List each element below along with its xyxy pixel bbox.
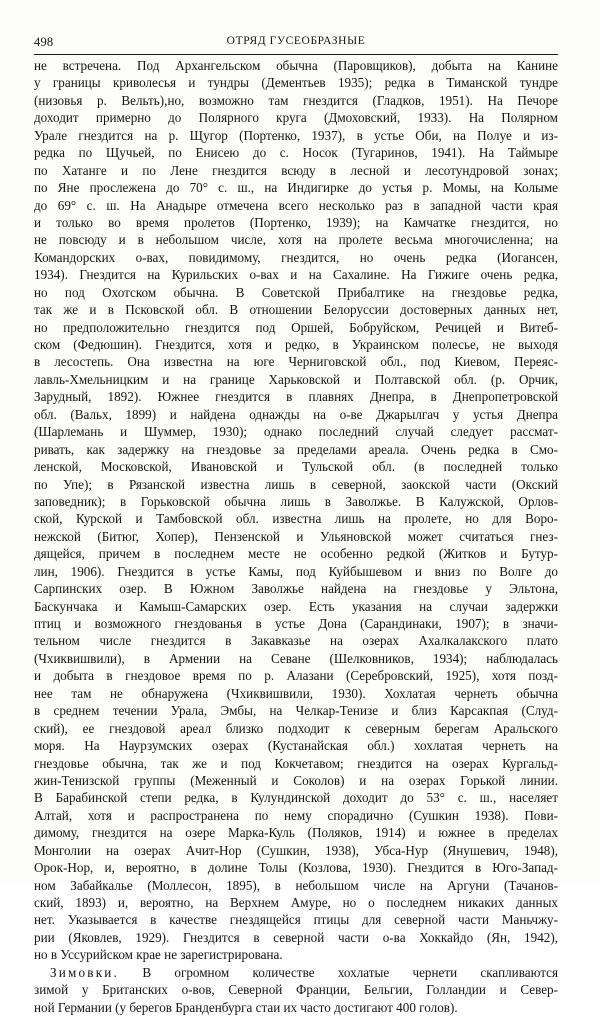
page-number: 498 — [34, 35, 54, 49]
text-line: по Хатанге и по Лене гнездится всюду в лесной и лесотундровой зонах; — [34, 162, 558, 178]
text-line: зимой у Британских о-вов, Северной Франции, Бельгии, Голландии и Север- — [34, 982, 558, 998]
text-line: лавль-Хмельницким и на границе Харьковской и Полтавской обл. (р. Орчик, — [34, 371, 558, 387]
text-line: редка по Щучьей, по Енисею до с. Носок (Тугаринов, 1941). На Таймыре — [34, 145, 558, 161]
text-line: и добыта в гнездовое время по р. Алазани (Серебровский, 1925), хотя позд- — [34, 668, 558, 684]
text-line: не встречена. Под Архангельском обычна (Паровщиков), добыта на Канине — [34, 58, 558, 73]
text-line: обл. (Вальх, 1899) и найдена однажды на о-ве Джарылгач у устья Днепра — [34, 406, 558, 422]
text-line: ский), ее гнездовой ареал близко подходит к северным берегам Аральского — [34, 720, 558, 736]
text-line: дящейся, причем в последнем месте не особенно редкой (Житков и Бутур- — [34, 546, 558, 562]
paragraph-range — [34, 57, 558, 964]
text-line: но в Уссурийском крае не зарегистрирована. — [34, 947, 283, 963]
text-line: но предположительно гнездится под Оршей, Бобруйском, Речицей и Витеб- — [34, 319, 558, 335]
text-line: Урале гнездится на р. Щугор (Портенко, 1937), в устье Оби, на Полуе и из- — [34, 127, 558, 143]
paragraph-wintering — [34, 964, 558, 1016]
text-line: у границы криволесья и тундры (Дементьев 1935); редка в Тиманской тундре — [34, 75, 558, 91]
text-line: гнездовье обычна, так же и под Кокчетавом; гнездится на озерах Кургальд- — [34, 755, 558, 771]
header-divider — [34, 54, 558, 55]
text-line: нет. Указывается в качестве гнездящейся птицы для северной части Маньчжу- — [34, 912, 558, 928]
text-line: заповедник); в Горьковской обычна лишь в Заволжье. В Калужской, Орлов- — [34, 493, 558, 509]
text-line: ленской, Московской, Ивановской и Тульской обл. (в последней только — [34, 459, 558, 475]
section-heading: Зимовки. — [50, 964, 120, 980]
text-line: ском (Федюшин). Гнездится, хотя и редко, в Украинском полесье, не выходя — [34, 337, 558, 352]
text-line: моря. На Наурзумских озерах (Кустанайская обл.) хохлатая чернеть на — [34, 738, 558, 754]
text-line: Орок-Нор, и, вероятно, в долине Толы (Козлова, 1930). Гнездится в Юго-Запад- — [34, 860, 558, 876]
text-line: жин-Тенизской группы (Меженный и Соколов) и на озерах Горькой линии. — [34, 772, 558, 788]
text-line: нежской (Битюг, Хопер), Пензенской и Ульяновской может считаться гнез- — [34, 528, 558, 544]
text-line: Зарудный, 1892). Южнее гнездится в плавнях Днепра, в Днепропетровской — [34, 389, 558, 405]
running-title: ОТРЯД ГУСЕОБРАЗНЫЕ — [226, 35, 366, 47]
text-line: ном Забайкалье (Моллесон, 1895), в небольшом числе на Аргуни (Тачанов- — [34, 877, 558, 893]
text-line: (Шарлемань и Шуммер, 1930); однако последний случай следует рассмат- — [34, 424, 558, 440]
text-line: в среднем течении Урала, Эмбы, на Челкар-Тенизе и близ Карсакпая (Слуд- — [34, 703, 558, 719]
text-line: ной Германии (у берегов Бранденбурга стаи их часто достигают 400 голов). — [34, 999, 458, 1015]
text-line: птиц и возможного гнездованья в устье Дона (Сарандинаки, 1907); в значи- — [34, 616, 558, 631]
text-line — [34, 964, 558, 981]
text-line: рии (Яковлев, 1929). Гнездится в северной части о-ва Хоккайдо (Ян, 1942), — [34, 929, 558, 945]
text-line: Алтай, хотя и распространена по нему спорадично (Сушкин 1938). Пови- — [34, 807, 558, 823]
text-line: не повсюду и в небольшом числе, хотя на пролете весьма многочисленна; на — [34, 232, 558, 248]
body-text — [34, 57, 558, 1016]
text-line: в лесостепь. Она известна на юге Черниговской обл., под Киевом, Переяс- — [34, 354, 558, 370]
text-line: Монголии на озерах Ачит-Нор (Сушкин, 1938), Убса-Нур (Янушевич, 1948), — [34, 842, 558, 858]
text-line-rest: В огромном количестве хохлатые чернети скапливаются — [142, 964, 558, 980]
text-line: по Яне прослежена до 70° с. ш., на Индигирке до устья р. Момы, на Колыме — [34, 180, 558, 196]
text-line: и только во время пролетов (Портенко, 1939); на Камчатке гнездится, но — [34, 214, 558, 230]
text-line: до 69° с. ш. На Анадыре отмечена всего несколько раз в западной части края — [34, 197, 558, 213]
text-line: по Упе); в Рязанской известна лишь в северной, заокской части (Окский — [34, 476, 558, 492]
text-line: Командорских о-вах, повидимому, гнездится, но очень редка (Иогансен, — [34, 249, 558, 265]
text-line: так же и в Псковской обл. В отношении Белоруссии достоверных данных нет, — [34, 302, 558, 318]
text-line: нее там не обнаружена (Чхиквишвили, 1930). Хохлатая чернеть обычна — [34, 685, 558, 701]
text-line: доходит примерно до Полярного круга (Дмоховский, 1933). На Полярном — [34, 110, 558, 126]
text-line: тельном числе гнездится в Закавказье на озерах Ахалкалакского плато — [34, 633, 558, 649]
page-header — [34, 35, 558, 55]
text-line: Баскунчака и Камыш-Самарских озер. Есть указания на случаи задержки — [34, 598, 558, 614]
text-line: ривать, как задержку на гнездовье за пределами ареала. Очень редка в Смо- — [34, 441, 558, 457]
text-line: (Чхиквишвили), в Армении на Севане (Шелковников, 1934); наблюдалась — [34, 650, 558, 666]
text-line: ской, Курской и Тамбовской обл. известна лишь на пролете, но для Воро- — [34, 511, 558, 527]
text-line: В Барабинской степи редка, в Кулундинской доходит до 53° с. ш., населяет — [34, 790, 558, 806]
text-line: лин, 1906). Гнездится в устье Камы, под Куйбышевом и вниз по Волге до — [34, 563, 558, 579]
text-line: Сарпинских озер. В Южном Заволжье найдена на гнездовье у Эльтона, — [34, 581, 558, 597]
text-line: (низовья р. Вельть),но, возможно там гнездится (Гладков, 1951). На Печоре — [34, 92, 558, 108]
text-line: но под Охотском обычна. В Советской Прибалтике на гнездовье редка, — [34, 284, 558, 300]
text-line: ский, 1893) и, вероятно, на Верхнем Амуре, но о последнем никаких данных — [34, 895, 558, 910]
text-line: димому, гнездится на озере Марка-Куль (Поляков, 1914) и южнее в пределах — [34, 825, 558, 841]
text-line: 1934). Гнездится на Курильских о-вах и на Сахалине. На Гижиге очень редка, — [34, 267, 558, 283]
